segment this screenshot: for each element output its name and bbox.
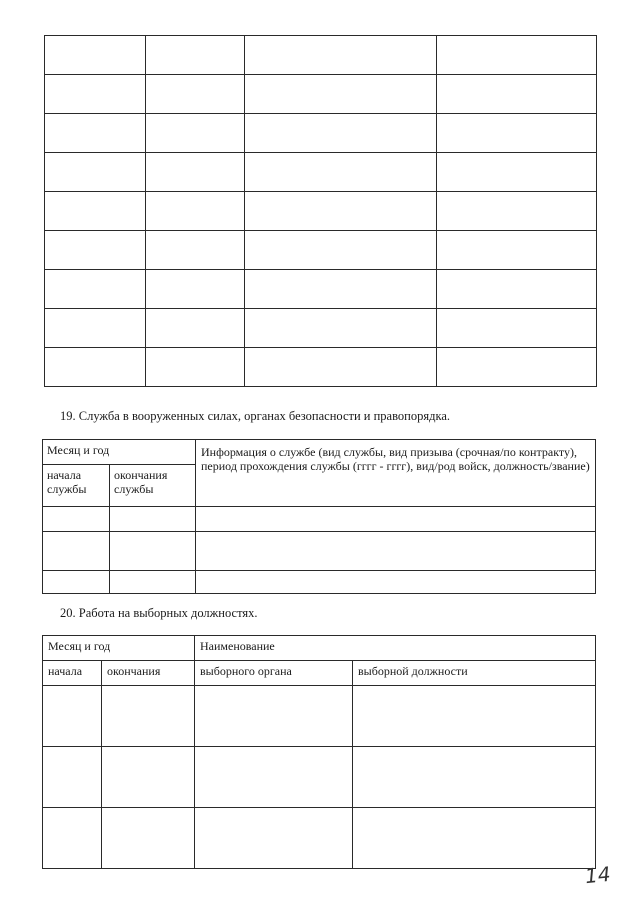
- table-cell: [245, 348, 437, 387]
- table-cell: [437, 348, 597, 387]
- table-cell: [45, 231, 146, 270]
- elected-body-header: выборного органа: [195, 661, 353, 686]
- table-cell: [102, 686, 195, 747]
- table-row: [45, 36, 597, 75]
- table-cell: [146, 309, 245, 348]
- table-cell: [245, 309, 437, 348]
- table-cell: [45, 270, 146, 309]
- table-row: [45, 153, 597, 192]
- table-cell: [146, 192, 245, 231]
- table-row: [45, 231, 597, 270]
- table-cell: [110, 507, 196, 532]
- elected-position-header: выборной должности: [353, 661, 596, 686]
- table-row: [43, 507, 596, 532]
- table-cell: [437, 75, 597, 114]
- table-cell: [43, 507, 110, 532]
- elected-positions-table: [42, 635, 596, 869]
- table-cell: [45, 114, 146, 153]
- table-row: [45, 270, 597, 309]
- service-info-header: Информация о службе (вид службы, вид призыва (срочная/по контракту), период прохождения службы (гггг - гггг), вид/род войск, должность/звание): [196, 440, 596, 507]
- table-cell: [102, 808, 195, 869]
- table-row: [45, 192, 597, 231]
- table-row: [45, 114, 597, 153]
- table-cell: [45, 192, 146, 231]
- service-start-header: начала службы: [43, 465, 110, 507]
- table-cell: [45, 309, 146, 348]
- table-cell: [102, 747, 195, 808]
- table-cell: [146, 231, 245, 270]
- table-cell: [196, 571, 596, 594]
- service-end-header: окончания службы: [110, 465, 196, 507]
- table-cell: [146, 114, 245, 153]
- table-row: [43, 686, 596, 747]
- table-cell: [437, 36, 597, 75]
- table-cell: [43, 808, 102, 869]
- table-cell: [146, 75, 245, 114]
- table-cell: [245, 75, 437, 114]
- table-row: [43, 571, 596, 594]
- table-cell: [195, 686, 353, 747]
- table-cell: [245, 153, 437, 192]
- table-cell: [45, 348, 146, 387]
- table-cell: [353, 808, 596, 869]
- table-cell: [437, 270, 597, 309]
- table-cell: [43, 747, 102, 808]
- table-cell: [146, 36, 245, 75]
- table-cell: [146, 153, 245, 192]
- table-cell: [45, 75, 146, 114]
- month-year-header: Месяц и год: [43, 440, 196, 465]
- previous-section-table-body: [45, 36, 597, 387]
- table-cell: [146, 270, 245, 309]
- table-cell: [245, 192, 437, 231]
- table-cell: [43, 686, 102, 747]
- table-cell: [45, 36, 146, 75]
- table-cell: [245, 270, 437, 309]
- table-cell: [437, 153, 597, 192]
- military-service-table: [42, 439, 596, 594]
- table-cell: [196, 507, 596, 532]
- table-cell: [43, 532, 110, 571]
- table-cell: [437, 231, 597, 270]
- table-cell: [43, 571, 110, 594]
- table-cell: [45, 153, 146, 192]
- table-cell: [437, 114, 597, 153]
- table-cell: [195, 747, 353, 808]
- elected-start-header: начала: [43, 661, 102, 686]
- section-19-title: 19. Служба в вооруженных силах, органах безопасности и правопорядка.: [60, 409, 451, 423]
- table-row: [43, 747, 596, 808]
- table-cell: [196, 532, 596, 571]
- table-cell: [353, 747, 596, 808]
- table-cell: [110, 532, 196, 571]
- page-number: 14: [583, 861, 612, 889]
- table-row: [45, 75, 597, 114]
- table-cell: [195, 808, 353, 869]
- table-cell: [110, 571, 196, 594]
- table-cell: [146, 348, 245, 387]
- table-row: [43, 808, 596, 869]
- table-row: [45, 309, 597, 348]
- table-cell: [437, 309, 597, 348]
- elected-end-header: окончания: [102, 661, 195, 686]
- table-row: [43, 532, 596, 571]
- table-cell: [245, 114, 437, 153]
- table-row: [45, 348, 597, 387]
- month-year-header: Месяц и год: [43, 636, 195, 661]
- table-cell: [245, 36, 437, 75]
- table-cell: [437, 192, 597, 231]
- previous-section-table: [44, 35, 597, 387]
- table-cell: [353, 686, 596, 747]
- table-cell: [245, 231, 437, 270]
- name-header: Наименование: [195, 636, 596, 661]
- section-20-title: 20. Работа на выборных должностях.: [60, 606, 258, 620]
